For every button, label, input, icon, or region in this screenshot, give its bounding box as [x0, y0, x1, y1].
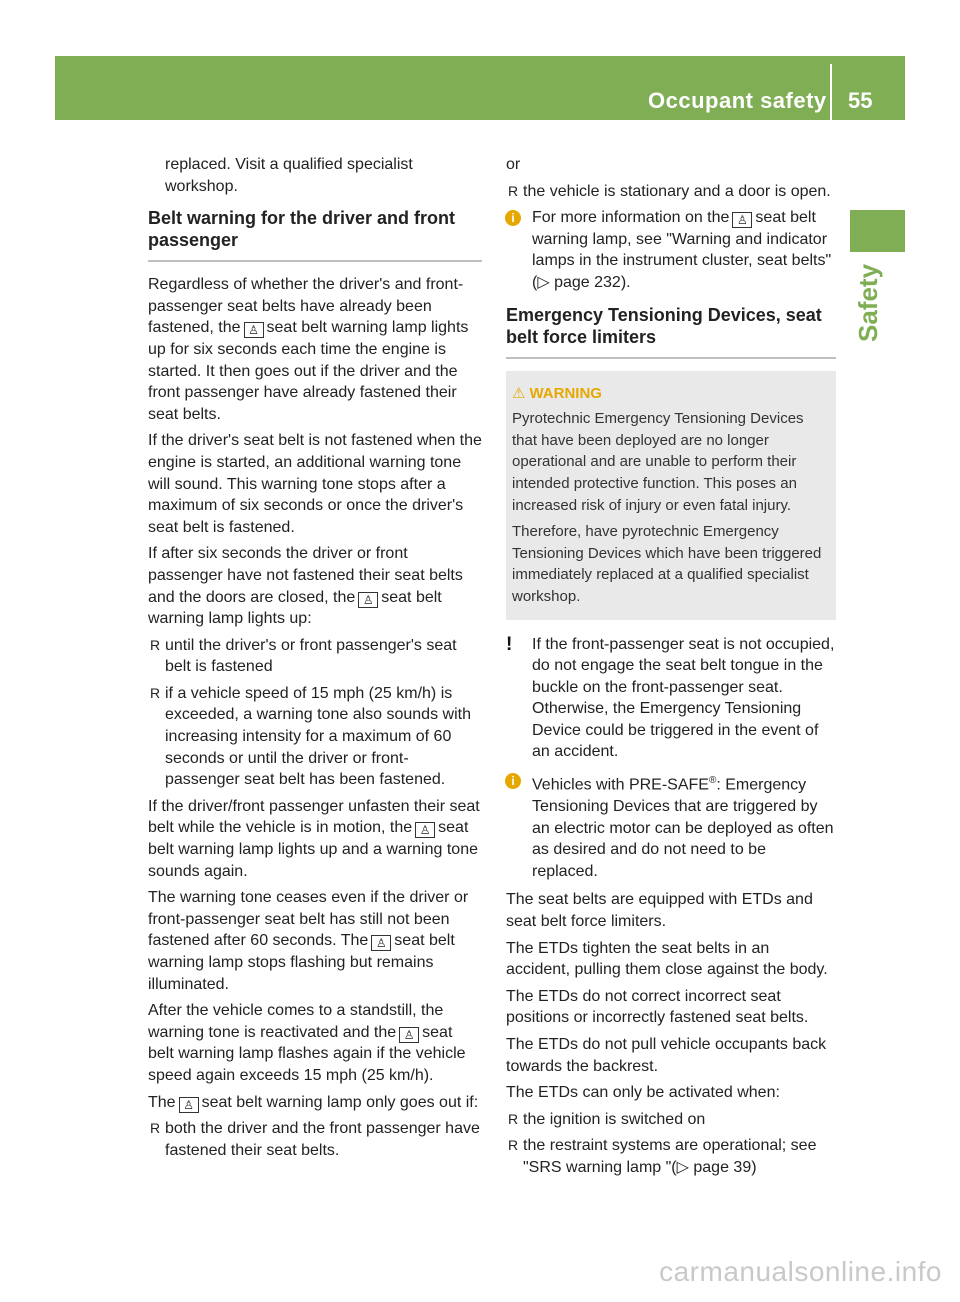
list-item: R the restraint systems are operational; see "SRS warning lamp "(▷ page 39): [508, 1137, 817, 1176]
info-note: i For more information on the ♙ seat belt warning lamp, see "Warning and indicator lamps in the instrument cluster, seat belts" (▷ page 232).: [506, 207, 836, 293]
paragraph: The warning tone ceases even if the driver or front-passenger seat belt has still not been fastened after 60 seconds. The ♙ seat belt warning lamp stops flashing but remains illuminated.: [148, 889, 469, 993]
warning-heading: ⚠ WARNING: [512, 384, 602, 402]
seatbelt-warning-icon: ♙: [244, 322, 264, 338]
section-title: Occupant safety: [648, 88, 827, 113]
paragraph: If the driver's seat belt is not fastened when the engine is started, an additional warning tone will sound. This warning tone stops after a maximum of six seconds or once the driver's seat belt is fastened.: [148, 432, 482, 536]
header-divider: [830, 64, 832, 120]
bullet-icon: R: [508, 1110, 519, 1127]
info-icon: i: [505, 773, 521, 789]
list-item: R the vehicle is stationary and a door is open.: [506, 181, 836, 203]
info-icon: i: [505, 210, 521, 226]
paragraph: or: [506, 156, 521, 173]
side-tab-label: Safety: [853, 263, 883, 342]
page-number: 55: [848, 88, 873, 113]
paragraph: The seat belts are equipped with ETDs and seat belt force limiters.: [506, 891, 813, 930]
bullet-icon: R: [508, 1137, 519, 1154]
seatbelt-warning-icon: ♙: [415, 822, 435, 838]
seatbelt-warning-icon: ♙: [371, 935, 391, 951]
paragraph: If the driver/front passenger unfasten their seat belt while the vehicle is in motion, the ♙ seat belt warning lamp lights up and a warning tone sounds again.: [148, 797, 480, 880]
bullet-list: [148, 1118, 482, 1161]
section-heading-etd: Emergency Tensioning Devices, seat belt force limiters: [506, 304, 836, 359]
seatbelt-warning-icon: ♙: [358, 592, 378, 608]
seatbelt-warning-icon: ♙: [179, 1097, 199, 1113]
warning-box: [506, 371, 836, 620]
paragraph: If after six seconds the driver or front passenger have not fastened their seat belts and the doors are closed, the ♙ seat belt warning lamp lights up:: [148, 545, 463, 628]
bullet-list: [506, 1109, 836, 1179]
left-column: [148, 154, 482, 1166]
bullet-list: [506, 181, 836, 203]
right-column: [506, 154, 836, 1183]
bullet-icon: R: [508, 182, 519, 199]
bullet-icon: R: [150, 636, 161, 653]
caution-note: ! If the front-passenger seat is not occupied, do not engage the seat belt tongue in the buckle on the front-passenger seat. Otherwise, the Emergency Tensioning Device could be triggered in the event of an accident.: [506, 633, 835, 761]
list-item: R until the driver's or front passenger's seat belt is fastened: [150, 636, 457, 676]
bullet-icon: R: [150, 1120, 161, 1137]
paragraph: The ♙ seat belt warning lamp only goes out if:: [148, 1093, 479, 1112]
intro-text: replaced. Visit a qualified specialist workshop.: [165, 156, 413, 195]
list-item: R the ignition is switched on: [506, 1109, 836, 1131]
paragraph: The ETDs do not correct incorrect seat positions or incorrectly fastened seat belts.: [506, 987, 809, 1027]
caution-icon: !: [506, 633, 513, 655]
list-item: R both the driver and the front passenger have fastened their seat belts.: [150, 1120, 480, 1159]
paragraph: After the vehicle comes to a standstill, the warning tone is reactivated and the ♙ seat belt warning lamp flashes again if the vehicle speed again exceeds 15 mph (25 km/h).: [148, 1002, 466, 1084]
seatbelt-warning-icon: ♙: [399, 1027, 419, 1043]
paragraph: The ETDs can only be activated when:: [506, 1084, 780, 1102]
list-item: R if a vehicle speed of 15 mph (25 km/h) is exceeded, a warning tone also sounds with increasing intensity for a maximum of 60 seconds or until the driver or front-passenger seat belt has been fastened.: [150, 684, 471, 789]
side-tab: [850, 210, 905, 252]
paragraph: Regardless of whether the driver's and front-passenger seat belts have already been fastened, the ♙ seat belt warning lamp lights up for six seconds each time the engine is started. It then goes out if the driver and the front passenger have already fastened their seat belts.: [148, 276, 469, 423]
section-heading-belt-warning: Belt warning for the driver and front passenger: [148, 207, 482, 262]
warning-text: Pyrotechnic Emergency Tensioning Devices that have been deployed are no longer operational and are unable to perform their intended protective function. This poses an increased risk of injury or even fatal injury.: [512, 410, 804, 514]
warning-icon: ⚠: [512, 384, 526, 402]
paragraph: The ETDs tighten the seat belts in an accident, pulling them close against the body.: [506, 939, 828, 979]
bullet-list: [148, 635, 482, 791]
seatbelt-warning-icon: ♙: [732, 212, 752, 228]
info-note: i Vehicles with PRE-SAFE®: Emergency Tensioning Devices that are triggered by an electric motor can be deployed as often as desired and do not need to be replaced.: [506, 770, 836, 882]
warning-text: Therefore, have pyrotechnic Emergency Tensioning Devices which have been triggered immediately replaced at a qualified specialist workshop.: [512, 523, 822, 605]
watermark: carmanualsonline.info: [659, 1256, 942, 1287]
bullet-icon: R: [150, 684, 161, 701]
paragraph: The ETDs do not pull vehicle occupants back towards the backrest.: [506, 1035, 827, 1075]
page-ref-arrow-icon: ▷: [537, 273, 550, 291]
